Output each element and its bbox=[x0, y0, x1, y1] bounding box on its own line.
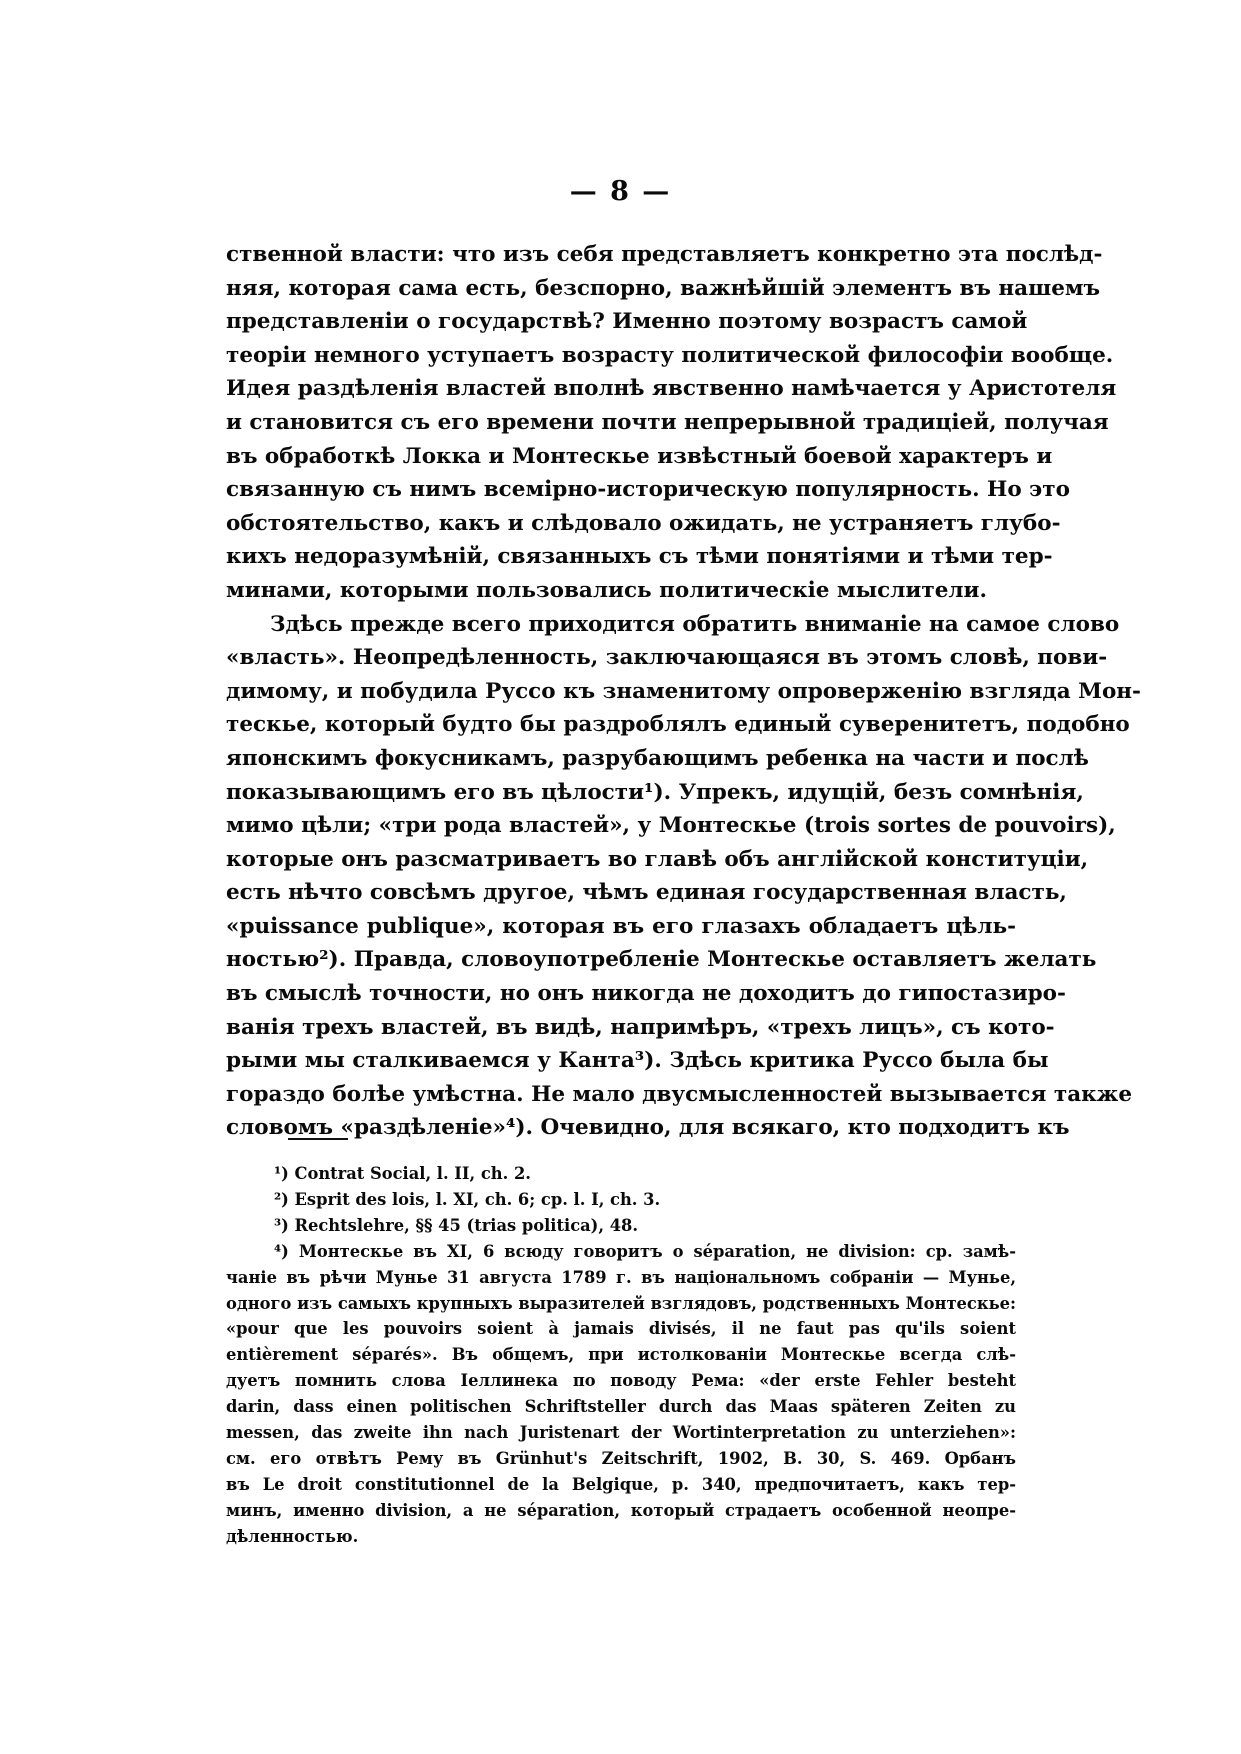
footnote-line: см. его отвѣтъ Рему въ Grünhut's Zeitschrift, 1902, B. 30, S. 469. Орбанъ bbox=[226, 1448, 1016, 1468]
text-line: которые онъ разсматриваетъ во главѣ объ англійской конституціи, bbox=[226, 846, 1089, 872]
text-line: въ обработкѣ Локка и Монтескье извѣстный боевой характеръ и bbox=[226, 443, 1053, 469]
page-number: — 8 — bbox=[569, 176, 672, 207]
body-text bbox=[226, 238, 1141, 1145]
footnote-line: одного изъ самыхъ крупныхъ выразителей взглядовъ, родственныхъ Монтескье: bbox=[226, 1293, 1016, 1313]
text-line: димому, и побудила Руссо къ знаменитому опроверженію взгляда Мон- bbox=[226, 678, 1141, 704]
footnote-line: дѣленностью. bbox=[226, 1526, 359, 1546]
text-line: «puissance publique», которая въ его глазахъ обладаетъ цѣль- bbox=[226, 913, 1016, 939]
text-line: тескье, который будто бы раздроблялъ единый суверенитетъ, подобно bbox=[226, 712, 1130, 738]
footnote-2: ²) Esprit des lois, l. XI, ch. 6; cp. l. I, ch. 3. bbox=[274, 1189, 661, 1209]
footnotes bbox=[226, 1161, 1016, 1550]
text-line: теоріи немного уступаетъ возрасту политической философіи вообще. bbox=[226, 342, 1114, 368]
footnote-3: ³) Rechtslehre, §§ 45 (trias politica), 48. bbox=[274, 1215, 639, 1235]
text-line: и становится съ его времени почти непрерывной традиціей, получая bbox=[226, 409, 1109, 435]
footnote-separator bbox=[288, 1138, 348, 1140]
text-line: есть нѣчто совсѣмъ другое, чѣмъ единая государственная власть, bbox=[226, 880, 1067, 906]
text-line: ственной власти: что изъ себя представляетъ конкретно эта послѣд- bbox=[226, 242, 1103, 267]
text-line: обстоятельство, какъ и слѣдовало ожидать, не устраняетъ глубо- bbox=[226, 510, 1061, 536]
text-line: связанную съ нимъ всемірно-историческую популярность. Но это bbox=[226, 477, 1070, 503]
text-line: кихъ недоразумѣній, связанныхъ съ тѣми понятіями и тѣми тер- bbox=[226, 544, 1053, 570]
text-line: японскимъ фокусникамъ, разрубающимъ ребенка на части и послѣ bbox=[226, 745, 1089, 771]
footnote-line: чаніе въ рѣчи Мунье 31 августа 1789 г. въ національномъ собраніи — Мунье, bbox=[226, 1267, 1016, 1287]
text-line: няя, которая сама есть, безспорно, важнѣйшій элементъ въ нашемъ bbox=[226, 275, 1101, 301]
footnote-1: ¹) Contrat Social, l. II, ch. 2. bbox=[274, 1164, 531, 1183]
footnote-line: въ Le droit constitutionnel de la Belgique, p. 340, предпочитаетъ, какъ тер- bbox=[226, 1474, 1016, 1494]
footnote-line: darin, dass einen politischen Schriftsteller durch das Maas späteren Zeiten zu bbox=[226, 1397, 1016, 1417]
text-line: ностью²). Правда, словоупотребленіе Монтескье оставляетъ желать bbox=[226, 947, 1097, 973]
text-line: гораздо болѣе умѣстна. Не мало двусмысленностей вызывается также bbox=[226, 1081, 1133, 1107]
paragraph-end-line: минами, которыми пользовались политическіе мыслители. bbox=[226, 577, 987, 603]
text-line: мимо цѣли; «три рода властей», у Монтескье (trois sortes de pouvoirs), bbox=[226, 813, 1116, 839]
footnote-4: ⁴) Монтескье въ XI, 6 всюду говоритъ о séparation, не division: ср. замѣ- bbox=[274, 1241, 1016, 1261]
text-line: показывающимъ его въ цѣлости¹). Упрекъ, идущій, безъ сомнѣнія, bbox=[226, 779, 1084, 805]
text-line: рыми мы сталкиваемся у Канта³). Здѣсь критика Руссо была бы bbox=[226, 1048, 1049, 1074]
text-line: Идея раздѣленія властей вполнѣ явственно намѣчается у Аристотеля bbox=[226, 376, 1117, 402]
text-line: словомъ «раздѣленіе»⁴). Очевидно, для всякаго, кто подходитъ къ bbox=[226, 1115, 1070, 1141]
text-line: представленіи о государствѣ? Именно поэтому возрастъ самой bbox=[226, 309, 1028, 335]
footnote-line: минъ, именно division, а не séparation, который страдаетъ особенной неопре- bbox=[226, 1500, 1016, 1520]
footnote-line: messen, das zweite ihn nach Juristenart der Wortinterpretation zu unterziehen»: bbox=[226, 1423, 1016, 1443]
footnote-line: entièrement séparés». Въ общемъ, при истолкованіи Монтескье всегда слѣ- bbox=[226, 1345, 1016, 1365]
footnote-line: «pour que les pouvoirs soient à jamais divisés, il ne faut pas qu'ils soient bbox=[226, 1319, 1016, 1339]
text-line: въ смыслѣ точности, но онъ никогда не доходитъ до гипостазиро- bbox=[226, 981, 1066, 1007]
text-line: ванія трехъ властей, въ видѣ, напримѣръ, «трехъ лицъ», съ кото- bbox=[226, 1014, 1055, 1040]
footnote-line: дуетъ помнить слова Іеллинека по поводу Рема: «der erste Fehler besteht bbox=[226, 1371, 1016, 1391]
paragraph-start-line: Здѣсь прежде всего приходится обратить вниманіе на самое слово bbox=[270, 611, 1120, 637]
text-line: «власть». Неопредѣленность, заключающаяся въ этомъ словѣ, пови- bbox=[226, 645, 1108, 671]
